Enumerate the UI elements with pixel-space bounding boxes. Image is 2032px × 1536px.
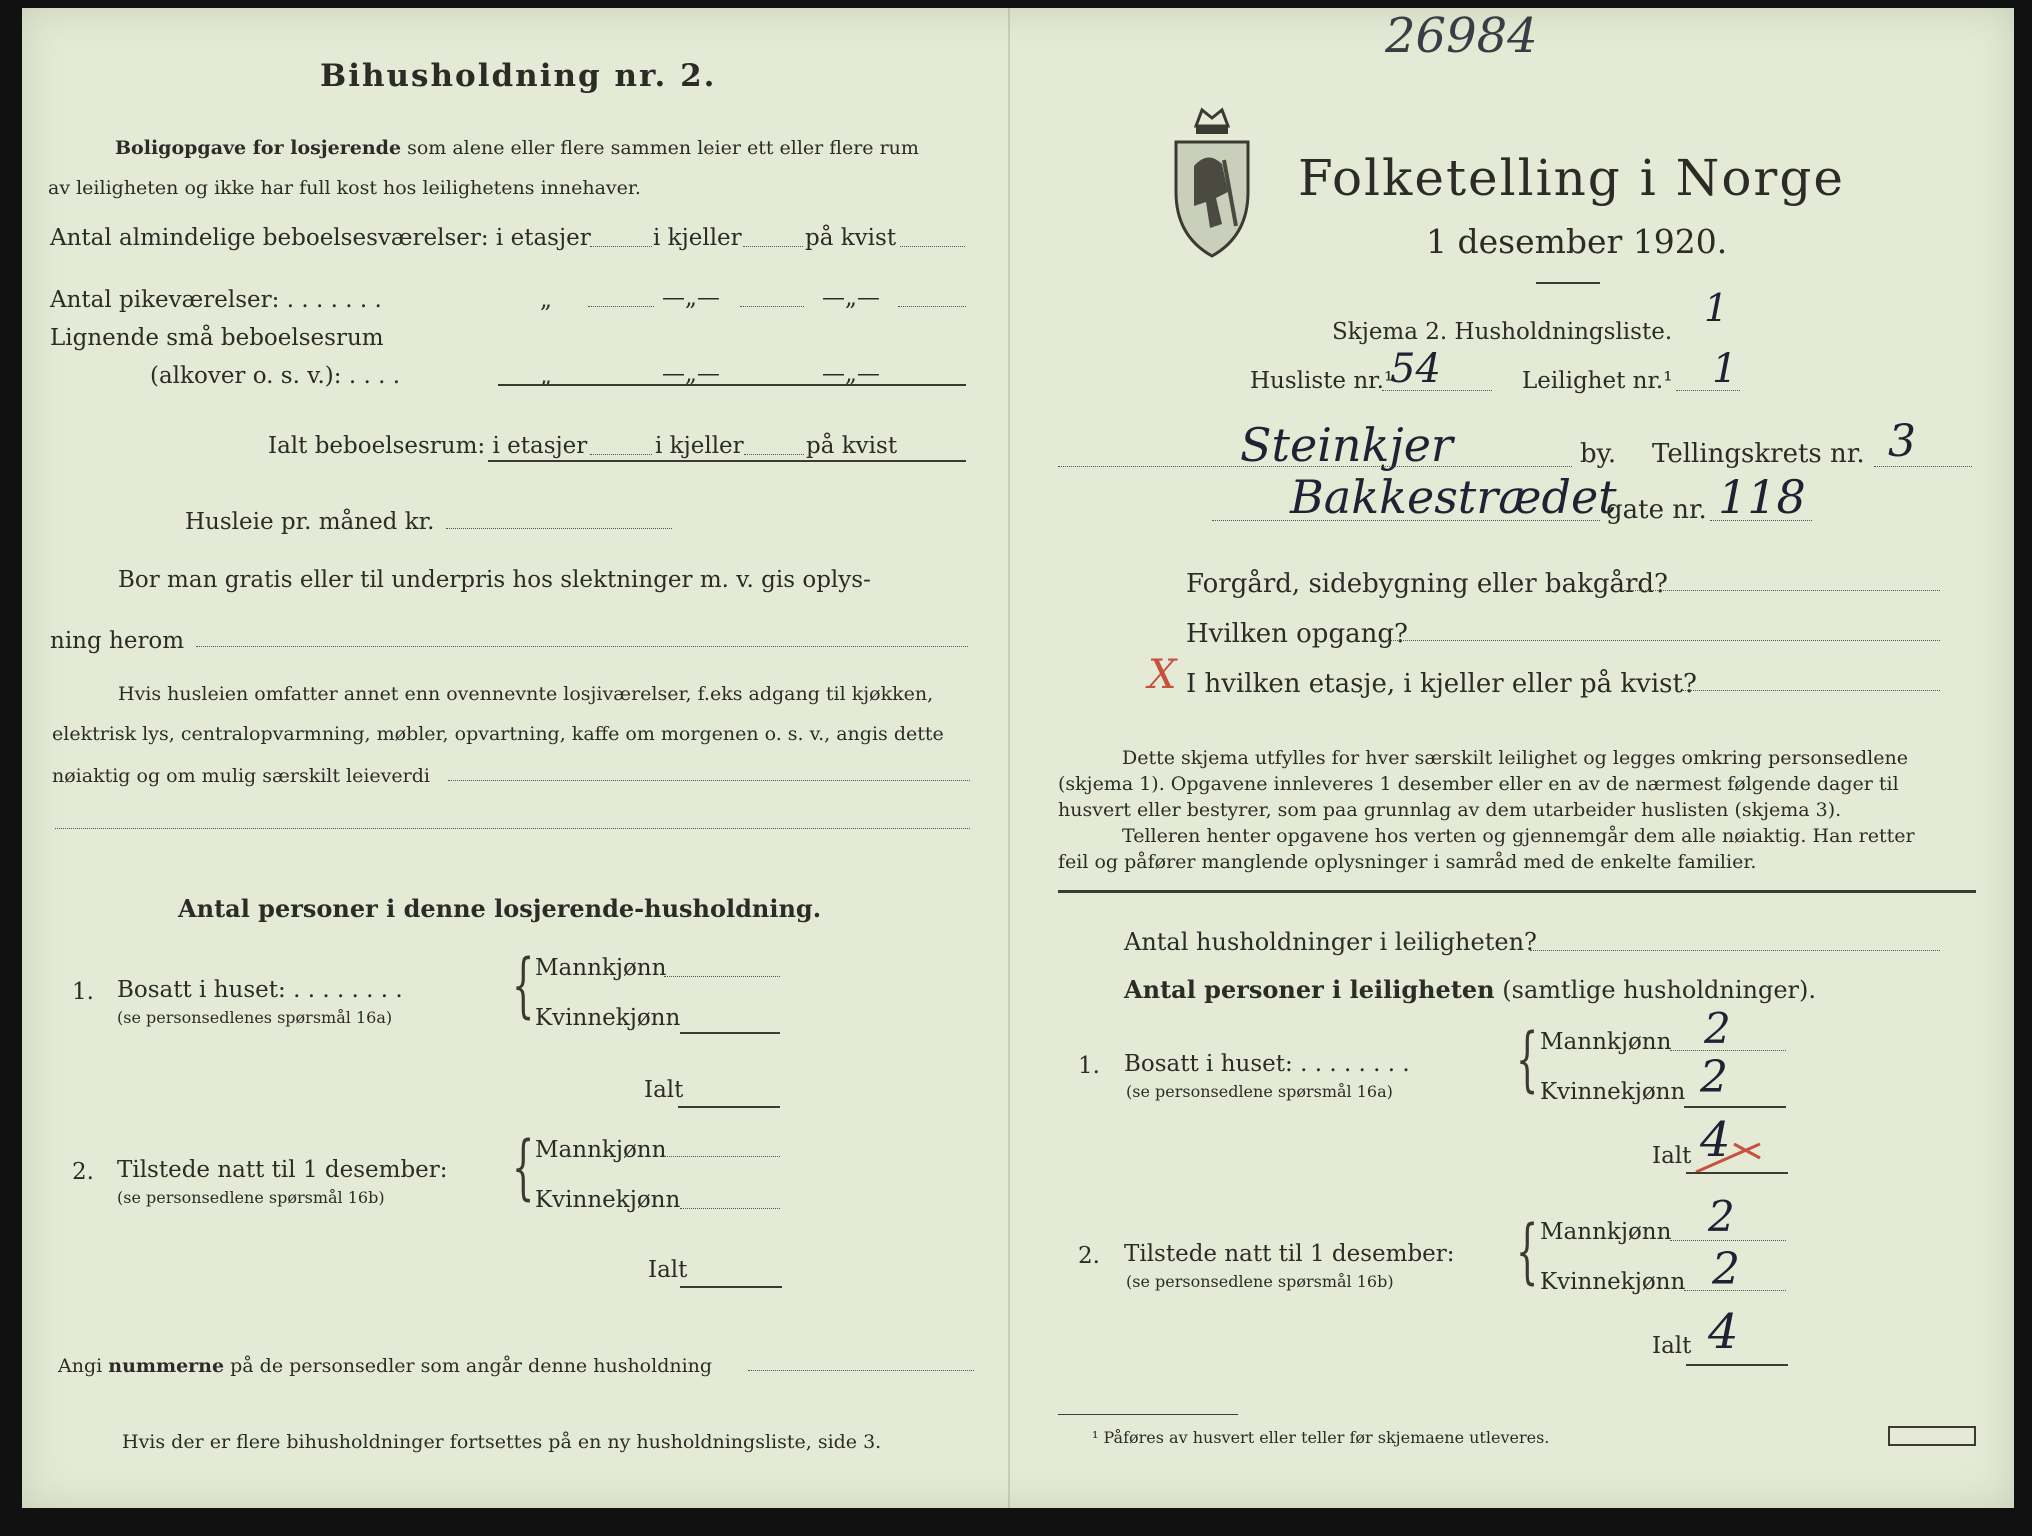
left-q2-num: 2. [72,1159,94,1185]
left-q1-label: Bosatt i huset: . . . . . . . . [117,977,403,1003]
left-q2-total-line[interactable] [680,1286,782,1288]
right-q2-male-label: Mannkjønn [1540,1219,1672,1245]
pike-label: Antal pikeværelser: . . . . . . . [50,287,382,313]
right-q1-sub: (se personsedlene spørsmål 16a) [1126,1082,1393,1101]
etasje-label: I hvilken etasje, i kjeller eller på kvist? [1186,669,1697,699]
left-q2-female-line[interactable] [680,1208,780,1209]
left-q2-female-label: Kvinnekjønn [535,1187,681,1213]
rent-line[interactable] [446,528,672,529]
leilighet-label: Leilighet nr.¹ [1522,368,1673,394]
right-q2-total-value[interactable]: 4 [1708,1304,1739,1360]
schema-label: Skjema 2. Husholdningsliste. [1332,319,1673,345]
right-q2-female-line [1684,1290,1786,1291]
left-intro-line1 [115,134,919,162]
printer-stamp [1888,1426,1976,1446]
total-etasjer-line[interactable] [590,454,652,455]
total-kvist-label: på kvist [806,433,898,459]
left-q1-total-label: Ialt [644,1077,684,1103]
extra-line-1: Hvis husleien omfatter annet enn ovennevnte losjiværelser, f.eks adgang til kjøkken, [118,683,934,705]
right-q2-female-value[interactable]: 2 [1712,1244,1740,1295]
left-persons-heading: Antal personer i denne losjerende-husholdning. [178,894,822,923]
etasje-mark: X [1148,652,1177,698]
left-q1-brace: { [512,944,535,1026]
right-q2-male-line [1670,1240,1786,1241]
right-q2-label: Tilstede natt til 1 desember: [1124,1241,1455,1267]
rooms-kjeller-line[interactable] [743,246,803,247]
right-q2-male-value[interactable]: 2 [1708,1192,1735,1241]
left-q1-male-line[interactable] [664,976,780,977]
info-line-1: Dette skjema utfylles for hver særskilt leilighet og legges omkring personsedlene [1122,747,1908,769]
left-q2-sub: (se personsedlene spørsmål 16b) [117,1188,385,1207]
page-fold [1008,8,1010,1508]
right-date: 1 desember 1920. [1426,222,1728,261]
leilighet-line [1676,390,1740,391]
left-q2-brace: { [512,1126,535,1208]
persons-bold: Antal personer i leiligheten [1124,975,1495,1004]
footnote-rule [1058,1414,1238,1415]
street-line [1212,520,1600,521]
right-title: Folketelling i Norge [1298,149,1845,207]
gate-label: gate nr. [1606,495,1707,525]
left-q2-male-label: Mannkjønn [535,1137,667,1163]
gratis-line-1: Bor man gratis eller til underpris hos slektninger m. v. gis oplys- [118,567,871,593]
intro-bold: Boligopgave for losjerende [115,137,402,159]
opgang-label: Hvilken opgang? [1186,619,1408,649]
info-line-4: Telleren henter opgavene hos verten og gjennemgår dem alle nøiaktig. Han retter [1122,825,1915,847]
etasje-line[interactable] [1682,690,1940,691]
red-correction-mark [1694,1140,1764,1176]
left-q2-male-line[interactable] [664,1156,780,1157]
rooms-etasjer-line[interactable] [590,246,652,247]
households-label: Antal husholdninger i leiligheten? [1124,928,1537,956]
pike-etasjer-line[interactable] [588,306,654,307]
gate-line [1710,520,1812,521]
right-q1-num: 1. [1078,1053,1100,1079]
right-q1-total-label: Ialt [1652,1143,1692,1169]
gratis-line-2: ning herom [50,628,185,654]
left-footer: Hvis der er flere bihusholdninger fortsettes på en ny husholdningsliste, side 3. [122,1431,882,1453]
right-q1-female-line [1684,1106,1786,1108]
extra-line-2-fill[interactable] [55,828,970,829]
krets-line [1874,466,1972,467]
left-q2-total-label: Ialt [648,1257,688,1283]
forgard-label: Forgård, sidebygning eller bakgård? [1186,569,1668,599]
small-ditto-3: —„— [822,361,880,387]
gratis-line[interactable] [196,646,968,647]
left-q1-num: 1. [72,979,94,1005]
husliste-label: Husliste nr.¹ [1250,368,1394,394]
archive-number: 26984 [1385,8,1538,64]
krets-label: Tellingskrets nr. [1652,439,1865,469]
right-q2-num: 2. [1078,1243,1100,1269]
pike-kjeller-line[interactable] [740,306,804,307]
right-q1-total-line [1686,1172,1788,1174]
pike-kvist-line[interactable] [898,306,966,307]
total-kjeller-label: i kjeller [655,433,744,459]
husliste-value[interactable]: 54 [1390,346,1441,392]
left-q1-female-label: Kvinnekjønn [535,1005,681,1031]
left-intro-line2: av leiligheten og ikke har full kost hos leilighetens innehaver. [48,177,641,199]
angi-line [58,1352,712,1380]
norway-coat-of-arms [1172,106,1252,258]
total-rooms-label: Ialt beboelsesrum: i etasjer [268,433,588,459]
left-q1-female-line[interactable] [680,1032,780,1034]
extra-line-2: elektrisk lys, centralopvarmning, møbler, opvartning, kaffe om morgenen o. s. v., angis dette [52,723,944,745]
opgang-line[interactable] [1382,640,1940,641]
right-q2-total-label: Ialt [1652,1333,1692,1359]
info-line-5: feil og påfører manglende oplysninger i samråd med de enkelte familier. [1058,851,1757,873]
street-value[interactable]: Bakkestrædet [1290,470,1617,524]
pike-ditto: „ [540,287,552,313]
small-ditto-2: —„— [662,361,720,387]
small-rooms-sum-line [498,384,966,386]
krets-value[interactable]: 3 [1888,416,1916,467]
gate-value[interactable]: 118 [1718,470,1806,524]
info-line-2: (skjema 1). Opgavene innleveres 1 desember eller en av de nærmest følgende dager til [1058,773,1899,795]
pike-ditto-2: —„— [662,285,720,311]
persons-rest: (samtlige husholdninger). [1502,976,1817,1004]
extra-line-3: nøiaktig og om mulig særskilt leieverdi [52,765,430,787]
angi-pre: Angi [58,1355,103,1377]
right-q1-male-label: Mannkjønn [1540,1029,1672,1055]
right-q1-female-label: Kvinnekjønn [1540,1079,1686,1105]
total-kjeller-line[interactable] [744,454,804,455]
right-q2-female-label: Kvinnekjønn [1540,1269,1686,1295]
right-q1-male-line [1670,1050,1786,1051]
right-q1-male-value[interactable]: 2 [1704,1004,1731,1053]
angi-bold: nummerne [108,1355,225,1377]
leilighet-value[interactable]: 1 [1712,346,1738,392]
right-q2-sub: (se personsedlene spørsmål 16b) [1126,1272,1394,1291]
right-q2-total-line [1686,1364,1788,1366]
rooms-label: Antal almindelige beboelsesværelser: i etasjer [50,225,591,251]
left-q2-label: Tilstede natt til 1 desember: [117,1157,448,1183]
intro-rest: som alene eller flere sammen leier ett eller flere rum [407,137,919,159]
pike-ditto-3: —„— [822,285,880,311]
total-rooms-underline [488,460,966,462]
left-title: Bihusholdning nr. 2. [320,58,717,94]
small-rooms-label-2: (alkover o. s. v.): . . . . [150,363,401,389]
right-q1-female-value[interactable]: 2 [1700,1052,1728,1103]
angi-fill-line[interactable] [748,1370,974,1371]
left-q1-sub: (se personsedlenes spørsmål 16a) [117,1008,393,1027]
left-q1-male-label: Mannkjønn [535,955,667,981]
households-line[interactable] [1530,950,1940,951]
small-rooms-label-1: Lignende små beboelsesrum [50,325,384,351]
by-label: by. [1580,439,1617,469]
right-q1-total-value[interactable]: 4 [1700,1112,1731,1168]
persons-heading [1124,976,1816,1004]
city-value[interactable]: Steinkjer [1240,418,1453,472]
right-q1-brace: { [1516,1018,1539,1100]
right-q1-label: Bosatt i huset: . . . . . . . . [1124,1051,1410,1077]
right-q2-brace: { [1516,1210,1539,1292]
title-rule [1536,282,1600,284]
small-ditto: „ [540,363,552,389]
rent-label: Husleie pr. måned kr. [185,509,435,535]
angi-rest: på de personsedler som angår denne husholdning [230,1355,713,1377]
info-line-3: husvert eller bestyrer, som paa grunnlag av dem utarbeider huslisten (skjema 3). [1058,799,1842,821]
extra-line[interactable] [448,780,970,781]
footnote: ¹ Påføres av husvert eller teller før skjemaene utleveres. [1092,1428,1550,1447]
rooms-kvist-line[interactable] [900,246,965,247]
city-line [1058,466,1572,467]
left-q1-total-line[interactable] [678,1106,780,1108]
husliste-line [1382,390,1492,391]
rooms-kvist-label: på kvist [805,225,897,251]
rooms-kjeller-label: i kjeller [653,225,742,251]
forgard-line[interactable] [1624,590,1940,591]
info-rule [1058,890,1976,893]
schema-mark: 1 [1704,286,1729,330]
